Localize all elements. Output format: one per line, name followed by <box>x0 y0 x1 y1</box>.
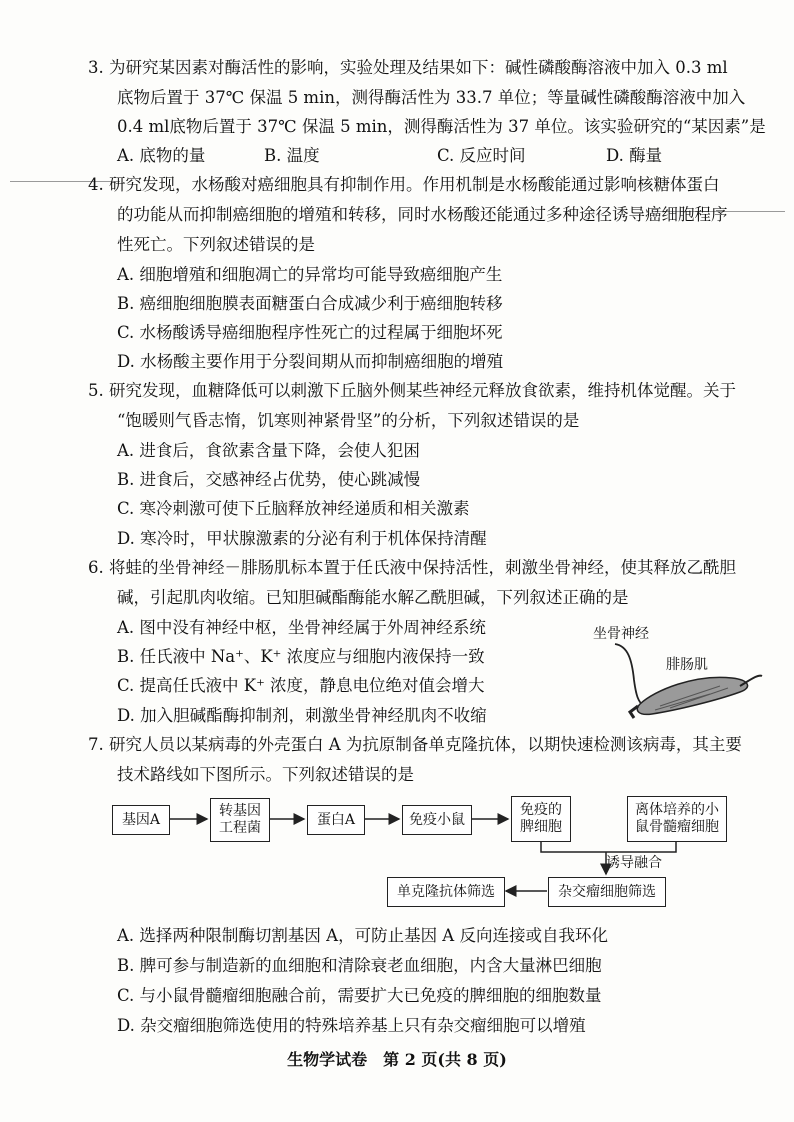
nerve-muscle-figure <box>600 640 770 730</box>
box-mab-selection <box>387 877 505 907</box>
option-b: B. 进食后，交感神经占优势，使心跳减慢 <box>117 470 421 489</box>
option-a: A. 细胞增殖和细胞凋亡的异常均可能导致癌细胞产生 <box>117 265 503 284</box>
box-hybridoma-selection <box>548 877 666 907</box>
option-d: D. 加入胆碱酯酶抑制剂，刺激坐骨神经肌肉不收缩 <box>117 706 487 725</box>
option-d: D. 酶量 <box>606 146 663 165</box>
question-text-line: “饱暖则气昏志惰，饥寒则神紧骨坚”的分析，下列叙述错误的是 <box>117 411 580 430</box>
option-d: D. 寒冷时，甲状腺激素的分泌有利于机体保持清醒 <box>117 529 487 548</box>
box-label: 免疫小鼠 <box>409 811 465 828</box>
question-text-line: 3. 为研究某因素对酶活性的影响，实验处理及结果如下：碱性磷酸酶溶液中加入 0.3 ml <box>88 58 728 77</box>
gastrocnemius-label: 腓肠肌 <box>666 657 708 673</box>
option-c: C. 寒冷刺激可使下丘脑释放神经递质和相关激素 <box>117 499 470 518</box>
option-b: B. 温度 <box>264 146 320 165</box>
box-label: 转基因 <box>219 803 261 819</box>
box-label: 离体培养的小 <box>635 802 719 818</box>
box-label: 基因A <box>121 811 161 828</box>
box-myeloma-cells <box>627 796 727 842</box>
option-a: A. 图中没有神经中枢，坐骨神经属于外周神经系统 <box>117 618 486 637</box>
option-b: B. 脾可参与制造新的血细胞和清除衰老血细胞，内含大量淋巴细胞 <box>117 956 602 975</box>
box-protein-a <box>307 805 365 835</box>
bone-stub <box>630 706 638 718</box>
box-label: 鼠骨髓瘤细胞 <box>635 819 719 835</box>
option-a: A. 选择两种限制酶切割基因 A，可防止基因 A 反向连接或自我环化 <box>117 926 608 945</box>
box-immunized-mouse <box>402 805 472 835</box>
option-a: A. 底物的量 <box>117 146 206 165</box>
question-text-line: 7. 研究人员以某病毒的外壳蛋白 A 为抗原制备单克隆抗体，以期快速检测该病毒，其主要 <box>88 735 742 754</box>
option-d: D. 水杨酸主要作用于分裂间期从而抑制癌细胞的增殖 <box>117 352 504 371</box>
box-label: 蛋白A <box>316 811 356 828</box>
option-b: B. 癌细胞细胞膜表面糖蛋白合成减少利于癌细胞转移 <box>117 294 503 313</box>
question-text-line: 性死亡。下列叙述错误的是 <box>117 235 315 254</box>
gastrocnemius-muscle <box>637 677 747 714</box>
box-label: 脾细胞 <box>520 819 562 835</box>
option-c: C. 水杨酸诱导癌细胞程序性死亡的过程属于细胞坏死 <box>117 323 503 342</box>
question-text-line: 6. 将蛙的坐骨神经－腓肠肌标本置于任氏液中保持活性，刺激坐骨神经，使其释放乙酰胆 <box>88 558 736 577</box>
sciatic-nerve-line <box>615 644 644 706</box>
box-label: 单克隆抗体筛选 <box>397 883 495 900</box>
question-text-line: 4. 研究发现，水杨酸对癌细胞具有抑制作用。作用机制是水杨酸能通过影响核糖体蛋白 <box>88 175 720 194</box>
box-engineered-bacteria <box>210 798 270 842</box>
box-label: 杂交瘤细胞筛选 <box>558 883 656 900</box>
option-d: D. 杂交瘤细胞筛选使用的特殊培养基上只有杂交瘤细胞可以增殖 <box>117 1016 586 1035</box>
question-text-line: 0.4 ml底物后置于 37℃ 保温 5 min，测得酶活性为 37 单位。该实验研究的“某因素”是 <box>117 117 766 136</box>
box-label: 工程菌 <box>219 820 261 836</box>
question-text-line: 碱，引起肌肉收缩。已知胆碱酯酶能水解乙酰胆碱，下列叙述正确的是 <box>117 588 629 607</box>
box-gene-a <box>112 805 170 835</box>
option-c: C. 反应时间 <box>437 146 526 165</box>
question-text-line: 底物后置于 37℃ 保温 5 min，测得酶活性为 33.7 单位；等量碱性磷酸酶溶液中加入 <box>117 88 746 107</box>
option-a: A. 进食后，食欲素含量下降，会使人犯困 <box>117 441 420 460</box>
option-b: B. 任氏液中 Na⁺、K⁺ 浓度应与细胞内液保持一致 <box>117 647 485 666</box>
page-footer: 生物学试卷 第 2 页(共 8 页) <box>287 1050 507 1069</box>
sciatic-nerve-label: 坐骨神经 <box>593 626 649 642</box>
option-c: C. 与小鼠骨髓瘤细胞融合前，需要扩大已免疫的脾细胞的细胞数量 <box>117 986 602 1005</box>
induce-fusion-label: 诱导融合 <box>606 855 662 871</box>
option-c: C. 提高任氏液中 K⁺ 浓度，静息电位绝对值会增大 <box>117 676 485 695</box>
question-text-line: 5. 研究发现，血糖降低可以刺激下丘脑外侧某些神经元释放食欲素，维持机体觉醒。关于 <box>88 381 736 400</box>
question-text-line: 技术路线如下图所示。下列叙述错误的是 <box>117 765 414 784</box>
box-spleen-cells <box>511 796 571 842</box>
question-text-line: 的功能从而抑制癌细胞的增殖和转移，同时水杨酸还能通过多种途径诱导癌细胞程序 <box>117 205 728 224</box>
box-label: 免疫的 <box>520 802 562 818</box>
